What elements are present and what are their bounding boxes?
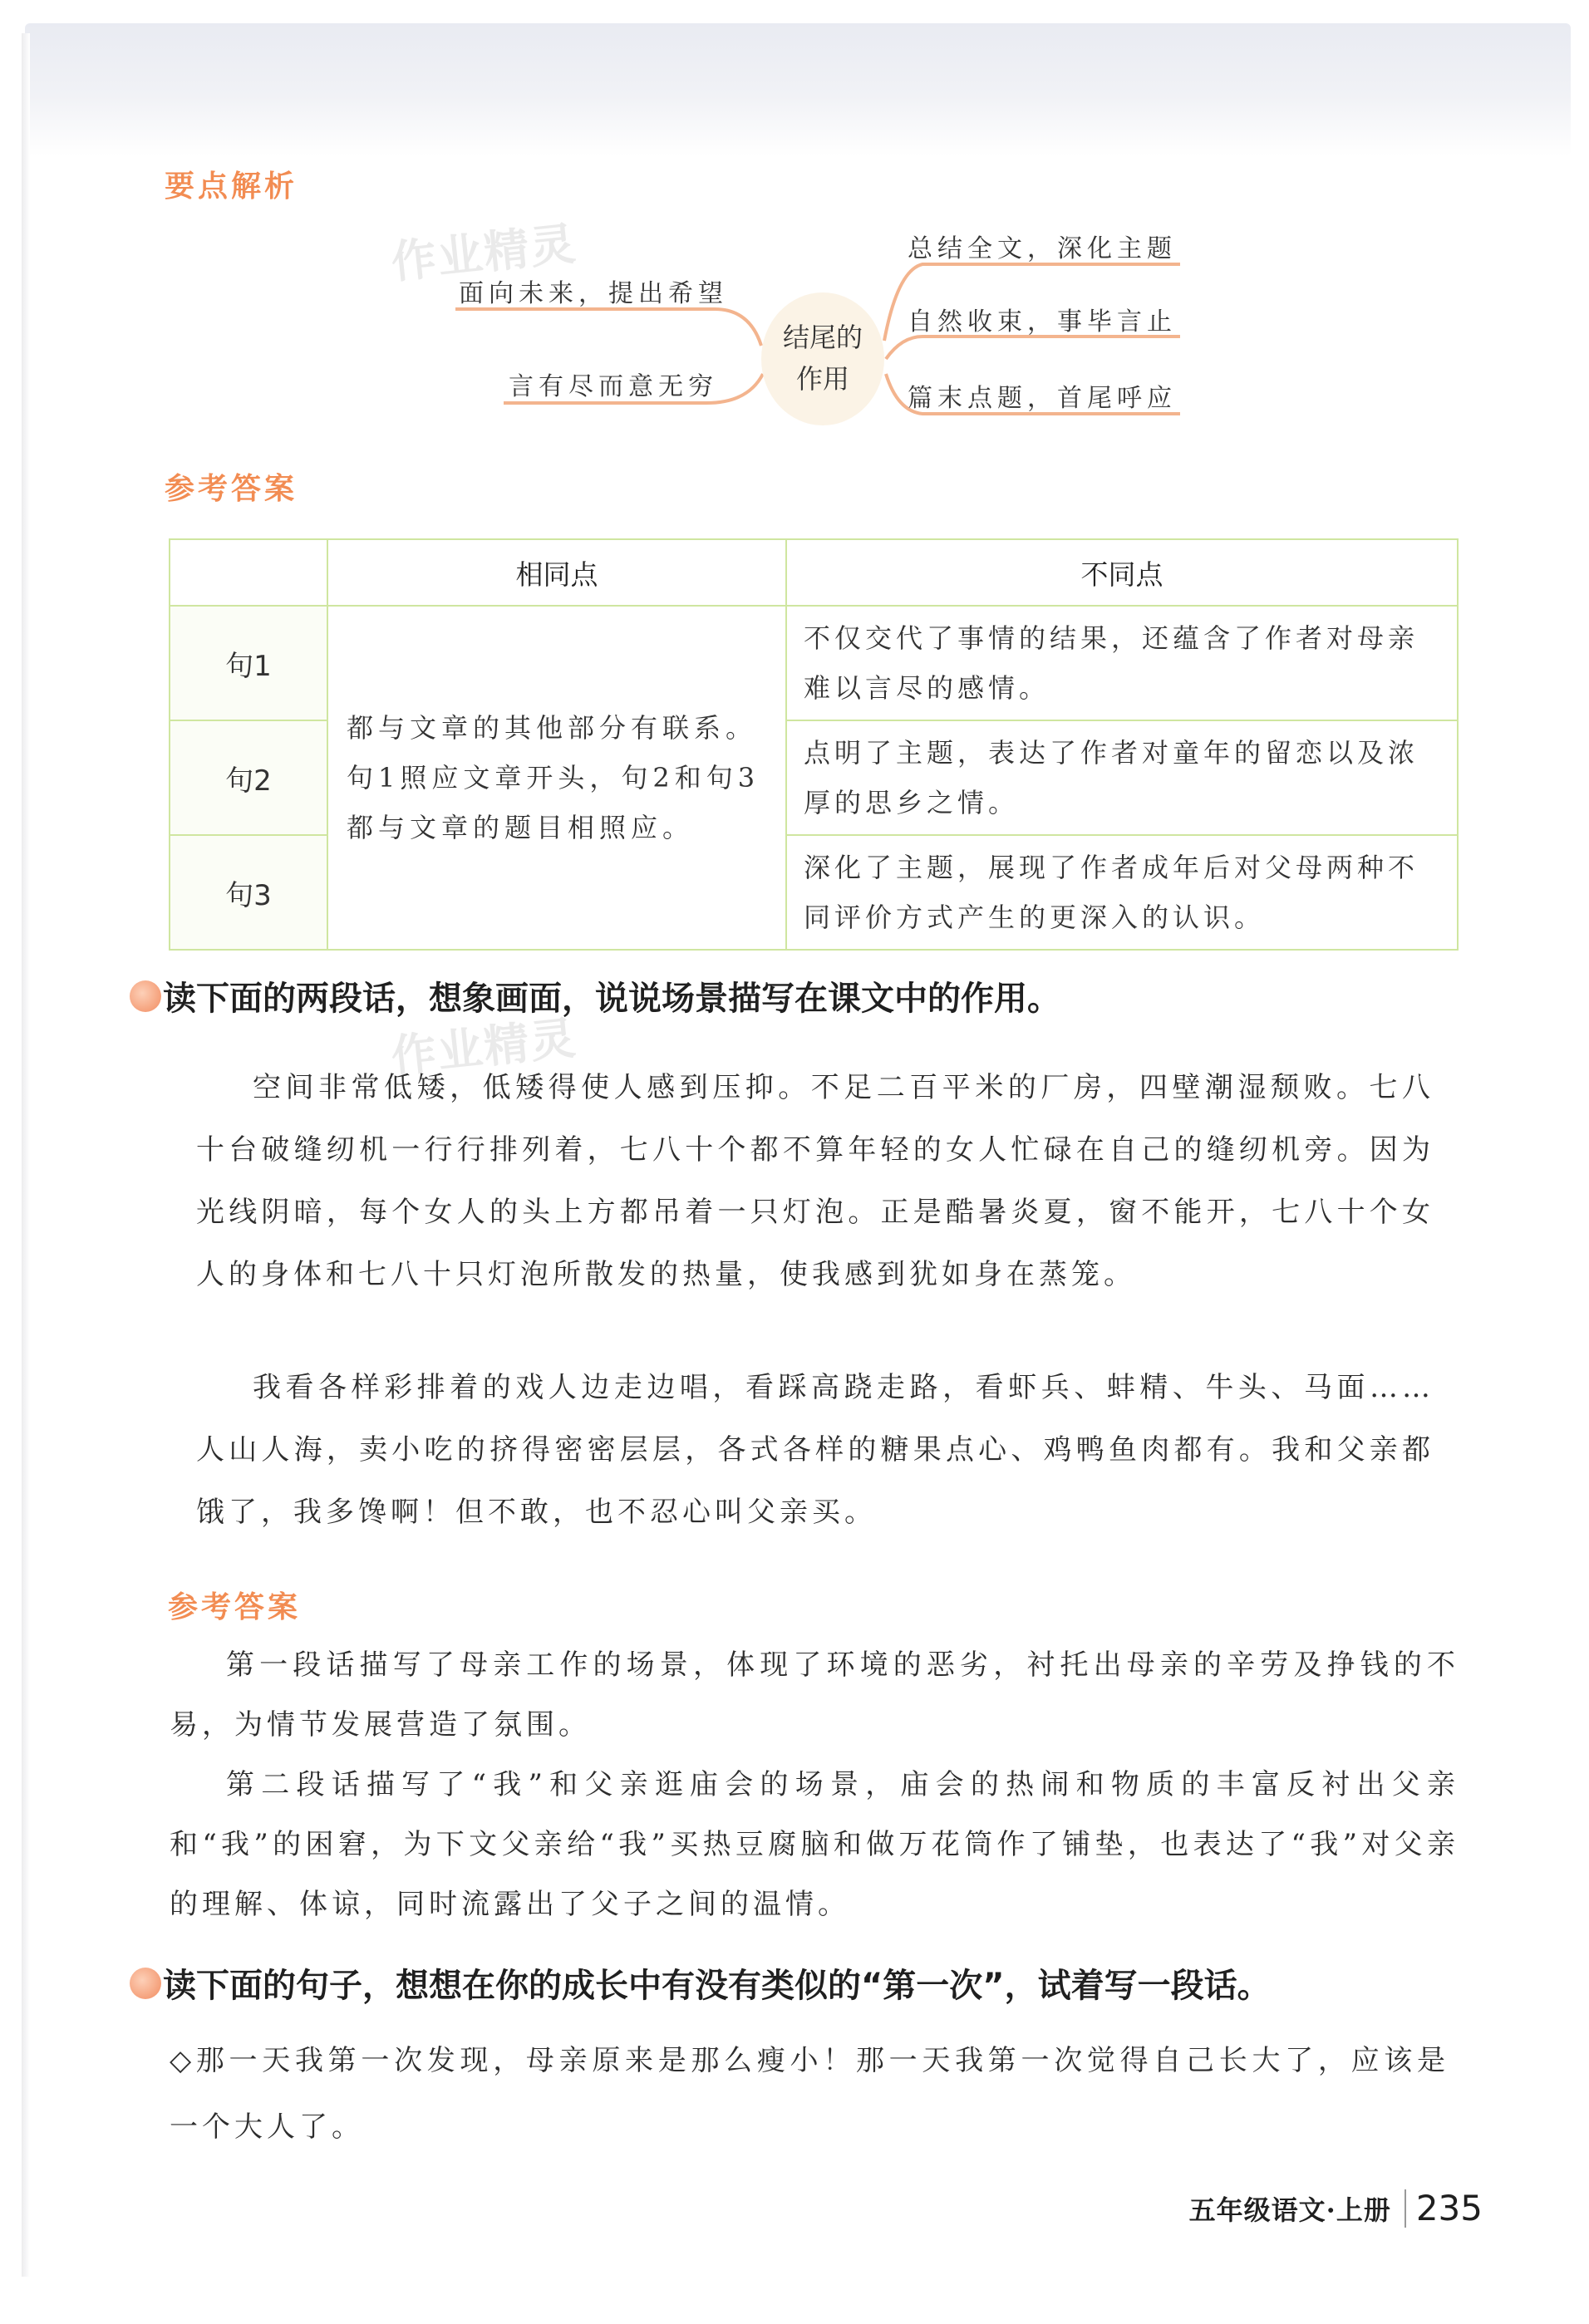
answer-label: 参考答案 (165, 472, 298, 506)
mind-map-center-line2: 作用 (795, 363, 849, 395)
table-row-label: 句1 (170, 606, 327, 720)
mind-map-center-line1: 结尾的 (782, 322, 863, 354)
answer-table (169, 538, 1459, 951)
answer-label: 参考答案 (168, 1590, 302, 1624)
question-bullet-icon (130, 980, 161, 1012)
passage-paragraph: 空间非常低矮，低矮得使人感到压抑。不足二百平米的厂房，四壁潮湿颓败。七八十台破缝纫机一行行排列着，七八十个都不算年轻的女人忙碌在自己的缝纫机旁。因为光线阴暗，每个女人的头上方都吊着一只灯泡。正是酷暑炎夏，窗不能开，七八十个女人的身体和七八十只灯泡所散发的热量，使我感到犹如身在蒸笼。 (196, 1071, 1434, 1291)
passage-block (196, 1357, 1434, 1544)
question-heading: 读下面的句子，想想在你的成长中有没有类似的“第一次”，试着写一段话。 (163, 1967, 1271, 2005)
quote-text: ◇那一天我第一次发现，母亲原来是那么瘦小！那一天我第一次觉得自己长大了，应该是一个大人了。 (170, 2044, 1449, 2144)
question-heading: 读下面的两段话，想象画面，说说场景描写在课文中的作用。 (163, 980, 1060, 1018)
answer-paragraph: 第二段话描写了“我”和父亲逛庙会的场景，庙会的热闹和物质的丰富反衬出父亲和“我”的困窘，为下文父亲给“我”买热豆腐脑和做万花筒作了铺垫，也表达了“我”对父亲的理解、体谅，同时流露出了父子之间的温情。 (170, 1768, 1459, 1921)
mind-map-right-item: 总结全文，深化主题 (908, 234, 1177, 263)
table-row-label: 句3 (170, 835, 327, 950)
mind-map-right-item: 篇末点题，首尾呼应 (908, 384, 1177, 413)
passage-paragraph: 我看各样彩排着的戏人边走边唱，看踩高跷走路，看虾兵、蚌精、牛头、马面……人山人海，卖小吃的挤得密密层层，各式各样的糖果点心、鸡鸭鱼肉都有。我和父亲都饿了，我多馋啊！但不敢，也不忍心叫父亲买。 (196, 1371, 1434, 1529)
footer-divider (1405, 2189, 1406, 2228)
page-footer (1189, 2188, 1483, 2228)
table-header-row (170, 539, 1458, 606)
watermark: 作业精灵 (388, 217, 580, 289)
watermark: 作业精灵 (388, 1011, 580, 1083)
table-corner-cell (170, 539, 327, 606)
answer-paragraph: 第一段话描写了母亲工作的场景，体现了环境的恶劣，衬托出母亲的辛劳及挣钱的不易，为情节发展营造了氛围。 (170, 1648, 1459, 1742)
table-row (170, 606, 1458, 720)
passage-block (196, 1057, 1434, 1306)
table-diff-cell: 不仅交代了事情的结果，还蕴含了作者对母亲难以言尽的感情。 (786, 606, 1458, 720)
book-title: 五年级语文·上册 (1188, 2194, 1391, 2226)
table-diff-cell: 深化了主题，展现了作者成年后对父母两种不同评价方式产生的更深入的认识。 (786, 835, 1458, 950)
table-row-label: 句2 (170, 720, 327, 835)
key-points-label: 要点解析 (165, 170, 298, 204)
question-bullet-icon (130, 1968, 161, 1999)
mind-map-left-item: 言有尽而意无穷 (509, 372, 718, 401)
page-number: 235 (1415, 2188, 1483, 2228)
mind-map-right-item: 自然收束，事毕言止 (908, 307, 1177, 337)
table-header-diff: 不同点 (786, 539, 1458, 606)
quote-block (170, 2027, 1449, 2160)
table-same-cell: 都与文章的其他部分有联系。句1照应文章开头，句2和句3都与文章的题目相照应。 (327, 606, 786, 950)
table-header-same: 相同点 (327, 539, 786, 606)
answer-text-block (170, 1635, 1459, 1934)
mind-map-left-item: 面向未来，提出希望 (459, 279, 728, 308)
table-diff-cell: 点明了主题，表达了作者对童年的留恋以及浓厚的思乡之情。 (786, 720, 1458, 835)
mind-map-center (761, 292, 884, 425)
